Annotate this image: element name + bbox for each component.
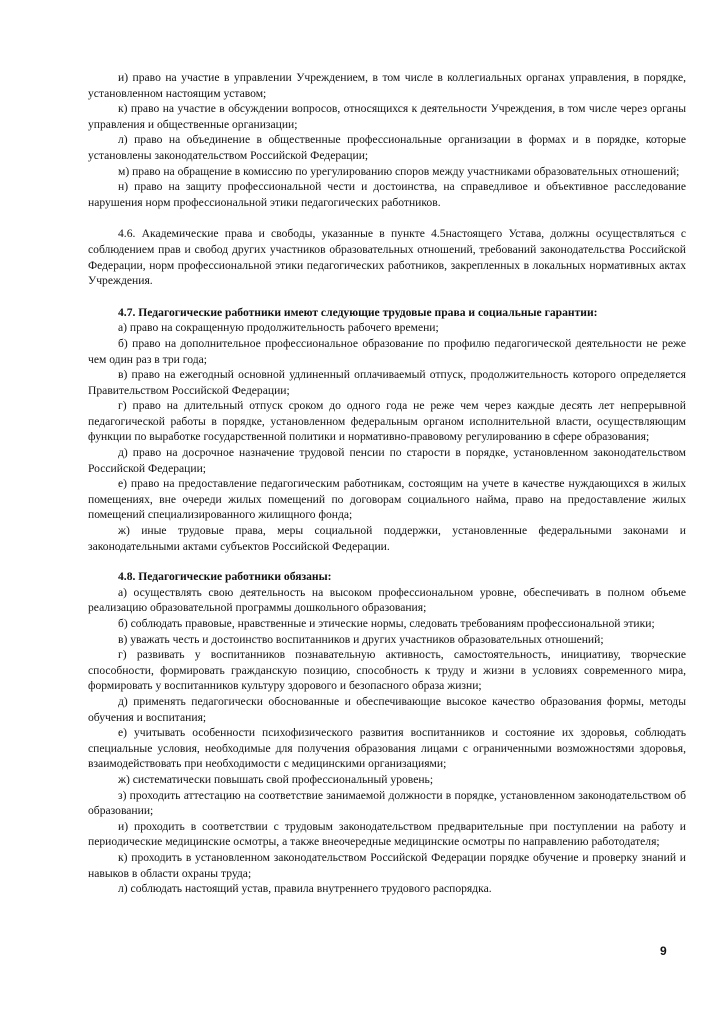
spacer (88, 554, 686, 569)
list-item: з) проходить аттестацию на соответствие занимаемой должности в порядке, установленном законодательством об образовании; (88, 788, 686, 818)
list-item: и) проходить в соответствии с трудовым законодательством предварительные при поступлении на работу и периодические медицинские осмотры, а также внеочередные медицинские осмотры по направлению работодателя; (88, 819, 686, 849)
list-item: ж) иные трудовые права, меры социальной поддержки, установленные федеральными законами и законодательными актами субъектов Российской Федерации. (88, 524, 686, 553)
list-item: е) учитывать особенности психофизического развития воспитанников и состояние их здоровья, соблюдать специальные условия, необходимые для получения образования лицами с ограниченными возможностями здоровья, взаимодействовать при необходимости с медицинскими организациями; (88, 726, 686, 771)
list-item: н) право на защиту профессиональной чести и достоинства, на справедливое и объективное расследование нарушения норм профессиональной этики педагогических работников. (88, 180, 686, 209)
list-item: а) осуществлять свою деятельность на высоком профессиональном уровне, обеспечивать в полном объеме реализацию образовательной программы дошкольного образования; (88, 585, 686, 615)
section-4-6-paragraph: 4.6. Академические права и свободы, указанные в пункте 4.5настоящего Устава, должны осуществляться с соблюдением прав и свобод других участников образовательных отношений, требований законодательства Российской Федерации, норм профессиональной этики педагогических работников, закрепленных в локальных нормативных актах Учреждения. (88, 227, 686, 288)
list-item: к) проходить в установленном законодательством Российской Федерации порядке обучение и проверку знаний и навыков в области охраны труда; (88, 850, 686, 880)
spacer (88, 289, 686, 305)
list-item: а) право на сокращенную продолжительность рабочего времени; (118, 321, 439, 335)
list-item: д) право на досрочное назначение трудовой пенсии по старости в порядке, установленном законодательством Российской Федерации; (88, 446, 686, 475)
list-item: в) право на ежегодный основной удлиненный оплачиваемый отпуск, продолжительность которого определяется Правительством Российской Федерации; (88, 368, 686, 397)
list-item: и) право на участие в управлении Учреждением, в том числе в коллегиальных органах управления, в порядке, установленном настоящим уставом; (88, 71, 686, 100)
list-item: д) применять педагогически обоснованные и обеспечивающие высокое качество образования формы, методы обучения и воспитания; (88, 694, 686, 724)
section-4-8 (88, 569, 686, 896)
list-item: е) право на предоставление педагогическим работникам, состоящим на учете в качестве нуждающихся в жилых помещениях, вне очереди жилых помещений по договорам социального найма, право на предоставление жилых помещений специализированного жилищного фонда; (88, 477, 686, 522)
section-4-7-heading: 4.7. Педагогические работники имеют следующие трудовые права и социальные гарантии: (118, 305, 598, 319)
section-4-7 (88, 305, 686, 555)
list-item: б) право на дополнительное профессиональное образование по профилю педагогической деятельности не реже чем один раз в три года; (88, 336, 686, 366)
list-item: г) развивать у воспитанников познавательную активность, самостоятельность, инициативу, творческие способности, формировать гражданскую позицию, способность к труду и жизни в условиях современного мира, формировать у воспитанников культуру здорового и безопасного образа жизни; (88, 648, 686, 693)
list-item: л) право на объединение в общественные профессиональные организации в формах и в порядке, которые установлены законодательством Российской Федерации; (88, 133, 686, 162)
page-content (88, 70, 686, 897)
list-item: б) соблюдать правовые, нравственные и этические нормы, следовать требованиям профессиональной этики; (118, 617, 655, 630)
list-item: в) уважать честь и достоинство воспитанников и других участников образовательных отношений; (118, 632, 604, 646)
list-item: г) право на длительный отпуск сроком до одного года не реже чем через каждые десять лет непрерывной педагогической работы в порядке, установленном федеральным органом исполнительной власти, осуществляющим функции по выработке государственной политики и нормативно-правовому регулированию в сфере образования; (88, 399, 686, 444)
list-item: ж) систематически повышать свой профессиональный уровень; (118, 772, 434, 786)
list-item: к) право на участие в обсуждении вопросов, относящихся к деятельности Учреждения, в том числе через органы управления и общественные организации; (88, 102, 686, 131)
list-item: м) право на обращение в комиссию по урегулированию споров между участниками образовательных отношений; (118, 164, 680, 178)
rights-list-continued (88, 70, 686, 210)
list-item: л) соблюдать настоящий устав, правила внутреннего трудового распорядка. (118, 882, 492, 896)
page-number: 9 (660, 944, 667, 958)
spacer (88, 210, 686, 226)
section-4-8-heading: 4.8. Педагогические работники обязаны: (118, 570, 332, 584)
